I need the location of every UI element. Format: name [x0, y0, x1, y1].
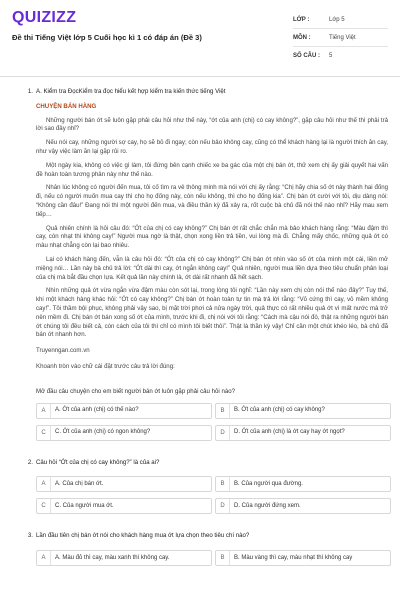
question-number: 2. — [27, 458, 33, 466]
answer-option-a[interactable] — [36, 550, 212, 566]
question-text: Lần đầu tiên chị bán ớt nói cho khách hàng mua ớt lựa chọn theo tiêu chí nào? — [36, 532, 250, 540]
answer-option-b[interactable] — [215, 476, 391, 492]
option-letter: C — [37, 426, 51, 440]
question-list — [0, 88, 400, 566]
option-text: A. Ớt của anh (chị) có thế nào? — [55, 407, 139, 414]
meta-value: Lớp 5 — [329, 16, 345, 23]
option-letter: D — [216, 426, 230, 440]
meta-label: LỚP : — [293, 16, 310, 23]
answer-options — [36, 403, 388, 441]
quizizz-logo[interactable]: QUIZIZZ — [12, 9, 77, 26]
answer-options — [36, 550, 388, 566]
option-text: B. Của người qua đường. — [234, 480, 303, 487]
option-text: D. Của người đứng xem. — [234, 502, 301, 509]
option-letter: D — [216, 499, 230, 513]
answer-option-b[interactable] — [215, 550, 391, 566]
option-letter: A — [37, 477, 51, 491]
document-header — [0, 0, 400, 77]
meta-row-count — [293, 47, 388, 64]
question-1 — [0, 88, 400, 441]
story-paragraph: Nếu nói cay, những người sợ cay, họ sẽ bỏ đi ngay; còn nếu bảo không cay, cũng có thể khách hàng lại là người thích ăn cay, như vậy việc làm ăn lại gặp rủi ro. — [36, 139, 388, 155]
answer-options — [36, 476, 388, 514]
answer-option-d[interactable] — [215, 425, 391, 441]
option-text: A. Màu đỏ thì cay, màu xanh thì không cay. — [55, 554, 170, 561]
instruction-text: Khoanh tròn vào chữ cái đặt trước câu trả lời đúng: — [36, 362, 175, 370]
option-text: C. Của người mua ớt. — [55, 502, 114, 509]
meta-value: Tiếng Việt — [329, 34, 356, 41]
answer-option-a[interactable] — [36, 403, 212, 419]
story-paragraph: Nhân lúc không có người đến mua, tôi cố tìm ra vẻ thông minh mà nói với chị ấy rằng: “Chị hãy chia số ớt này thành hai đống đi, nếu có người muốn mua cay thì cho họ đống này, còn nếu không, thì cho họ đống kia”. Chị bán ớt cười với tôi, dịu dàng nói: “Không cần đâu!” Đang nói thì một người đến mua, và điều thần kỳ đã xảy ra, rốt cuộc bà chủ đã nói thế nào nhỉ? Hãy mau xem tiếp… — [36, 184, 388, 218]
story-source: Truyenngan.com.vn — [36, 347, 90, 355]
answer-option-a[interactable] — [36, 476, 212, 492]
option-letter: A — [37, 551, 51, 565]
answer-option-c[interactable] — [36, 425, 212, 441]
story-paragraph: Một ngày kia, không có việc gì làm, tôi đứng bên cạnh chiếc xe ba gác của một chị bán ớt, thử xem chị ấy giải quyết hai vấn đề hoàn toàn tương phản này như thế nào. — [36, 161, 388, 178]
option-letter: B — [216, 404, 230, 418]
option-letter: A — [37, 404, 51, 418]
option-text: A. Của chị bán ớt. — [55, 480, 104, 487]
question-number: 3. — [27, 532, 33, 540]
story-paragraph: Lại có khách hàng đến, vẫn là câu hỏi đó: “Ớt của chị có cay không?” Chị bán ớt nhìn vào số ớt của mình một cái, liền mở miệng nói… Lần này bà chủ trả lời: “Ớt dài thì cay, ớt ngắn không cay!” Quả nhiên, người mua liền dựa theo tiêu chuẩn phân loại của chị mà bắt đầu chọn lựa. Kết quả lần này chính là, ớt dài rất nhanh đã hết sạch. — [36, 255, 388, 281]
story-paragraph: Quả nhiên chính là hỏi câu đó: “Ớt của chị có cay không?” Chị bán ớt rất chắc chắn mà bảo khách hàng rằng: “Màu đậm thì cay, còn nhạt thì không cay!” Người mua ngờ là thật, chọn xong liền trả tiền, vui lòng mà đi. Chẳng mấy chốc, những quả ớt có màu nhạt chẳng còn lại bao nhiêu. — [36, 224, 388, 250]
question-body — [36, 459, 388, 515]
answer-option-b[interactable] — [215, 403, 391, 419]
option-text: B. Màu vàng thì cay, màu nhạt thì không cay — [234, 554, 353, 561]
question-text: Câu hỏi “Ớt của chị có cay không?” là của ai? — [36, 458, 160, 466]
option-letter: C — [37, 499, 51, 513]
option-letter: B — [216, 551, 230, 565]
option-text: D. Ớt của anh (chị) là ớt cay hay ớt ngọt? — [234, 429, 345, 436]
story-title: CHUYỆN BÁN HÀNG — [36, 102, 97, 110]
question-body — [36, 88, 388, 441]
option-letter: B — [216, 477, 230, 491]
meta-label: SỐ CÂU : — [293, 52, 320, 59]
question-intro: A. Kiểm tra ĐọcKiểm tra đọc hiểu kết hợp kiểm tra kiến thức tiếng Việt — [36, 88, 226, 95]
meta-value: 5 — [329, 52, 333, 59]
story-paragraph: Những người bán ớt sẽ luôn gặp phải câu hỏi như thế này, “ớt của anh (chị) có cay không?”, gặp câu hỏi như thế thì phải trả lời sao đây nhỉ? — [36, 116, 388, 133]
meta-panel — [293, 11, 388, 64]
question-2 — [0, 459, 400, 515]
answer-option-d[interactable] — [215, 498, 391, 514]
answer-option-c[interactable] — [36, 498, 212, 514]
sub-question: Mở đầu câu chuyện cho em biết người bán ớt luôn gặp phải câu hỏi nào? — [36, 387, 236, 395]
meta-label: MÔN : — [293, 34, 311, 41]
story-paragraph: Nhìn những quả ớt vừa ngắn vừa đậm màu còn sót lại, trong lòng tôi nghĩ: “Lần này xem chị còn nói thế nào đây?” Tuy thế, khi một khách hàng khác hỏi: “Ớt có cay không?” Chị bán ớt hoàn toàn tự tin mà trả lời rằng: “Vỏ cứng thì cay, vỏ mềm không cay!”. Tôi thầm bội phục, không phải vậy sao, bị mặt trời phơi cả nửa ngày trời, quả thực có rất nhiều quả ớt vì mất nước mà trở nên mềm đi. Chị bán ớt bán xong số ớt của mình, trước khi đi, chị nói với tôi rằng: “Cách mà cậu nói đó, thật ra những người bán ớt chúng tôi đều biết cả, còn cách của tôi thì chỉ có mình tôi biết thôi”. Thật là thần kỳ vậy! Chỉ cần một chút khéo léo, bà chủ đã bán ớt nhanh hơn. — [36, 287, 388, 339]
option-text: B. Ớt của anh (chị) có cay không? — [234, 407, 325, 414]
option-text: C. Ớt của anh (chị) có ngon không? — [55, 429, 151, 436]
question-3 — [0, 532, 400, 566]
document-title: Đề thi Tiếng Việt lớp 5 Cuối học kì 1 có đáp án (Đề 3) — [12, 33, 202, 42]
meta-row-grade — [293, 11, 388, 29]
question-body — [36, 532, 388, 566]
meta-row-subject — [293, 29, 388, 47]
question-number: 1. — [27, 88, 33, 95]
